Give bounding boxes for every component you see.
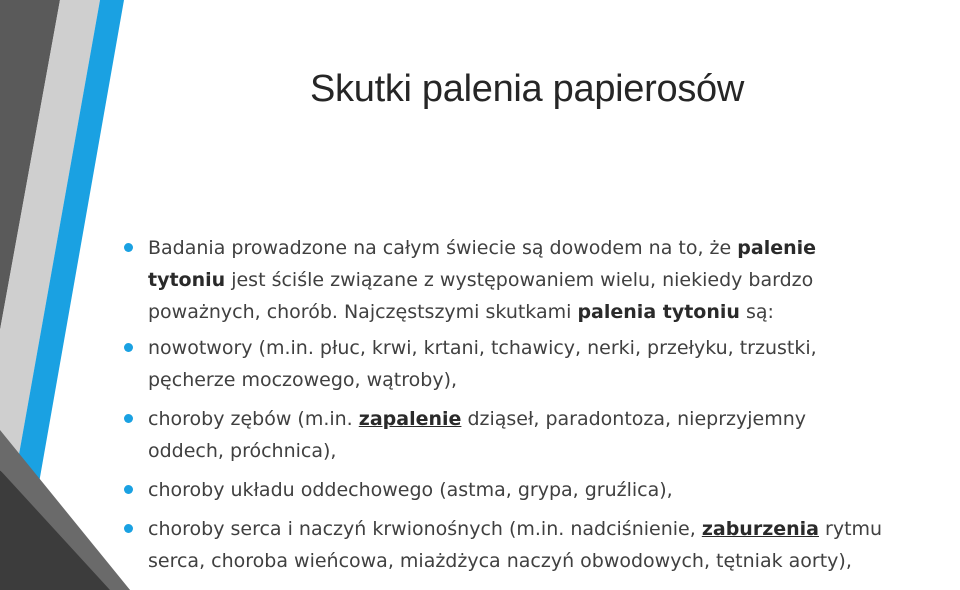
underlined-bold-text: zapalenie <box>358 408 462 430</box>
list-item <box>118 474 960 506</box>
item-line: pęcherze moczowego, wątroby), <box>148 369 458 391</box>
text: poważnych, chorób. Najczęstszymi skutkami <box>148 301 578 323</box>
item-line: nowotwory (m.in. płuc, krwi, krtani, tchawicy, nerki, przełyku, trzustki, <box>148 337 817 359</box>
bullet-icon <box>124 243 133 252</box>
item-line <box>148 296 960 328</box>
item-line: serca, choroba wieńcowa, miażdżyca naczyń obwodowych, tętniak aorty), <box>148 550 852 572</box>
text: rytmu <box>819 518 883 540</box>
text: dziąseł, paradontoza, nieprzyjemny <box>461 408 806 430</box>
text: są: <box>739 301 774 323</box>
list-item <box>118 403 960 467</box>
bold-text: palenia tytoniu <box>577 301 740 323</box>
bullet-list <box>118 232 960 584</box>
text: Badania prowadzone na całym świecie są dowodem na to, że <box>148 237 738 259</box>
item-line <box>148 264 960 296</box>
text: choroby zębów (m.in. <box>148 408 359 430</box>
item-line <box>148 232 960 264</box>
bold-text: palenie <box>737 237 817 259</box>
item-line: oddech, próchnica), <box>148 440 337 462</box>
bullet-icon <box>124 524 133 533</box>
item-line <box>148 513 960 545</box>
decorative-side-stripes <box>0 0 130 590</box>
item-line: choroby układu oddechowego (astma, grypa, gruźlica), <box>148 479 673 501</box>
underlined-bold-text: zaburzenia <box>701 518 819 540</box>
list-item <box>118 332 960 396</box>
list-item <box>118 513 960 577</box>
bold-text: tytoniu <box>148 269 226 291</box>
slide-title: Skutki palenia papierosów <box>310 68 744 110</box>
list-item <box>118 232 960 328</box>
bullet-icon <box>124 485 133 494</box>
text: jest ściśle związane z występowaniem wielu, niekiedy bardzo <box>225 269 814 291</box>
item-line <box>148 403 960 435</box>
text: choroby serca i naczyń krwionośnych (m.in. nadciśnienie, <box>148 518 702 540</box>
bullet-icon <box>124 414 133 423</box>
bullet-icon <box>124 343 133 352</box>
